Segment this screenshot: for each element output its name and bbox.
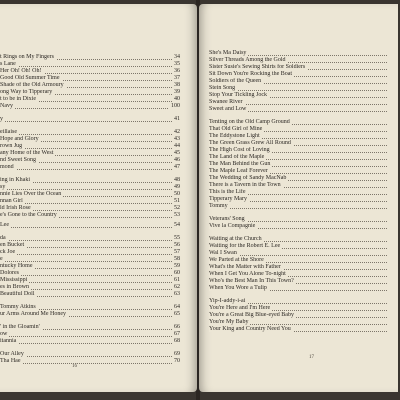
song-title: nnie Lies Over the Ocean [0,191,62,197]
right-index-entry [209,278,387,285]
left-index-entry [0,143,180,150]
right-index-entry [209,78,387,85]
right-index-entry [209,106,387,113]
dot-leader [0,246,180,248]
song-title: This is the Life [209,189,246,195]
song-page-number: 69 [174,351,180,357]
left-index-entry [0,351,180,358]
right-index-entry [209,298,387,305]
left-index-entry [0,212,180,219]
song-title: We Parted at the Shore [209,257,264,263]
right-index-entry [209,196,387,203]
song-title: ck Joe [0,249,16,255]
song-title: ing in Khaki [0,177,30,183]
song-title: itannia [0,338,17,344]
song-title: y [0,116,3,122]
right-index-entry [209,312,387,319]
right-index-entry [209,92,387,99]
song-page-number: 42 [174,129,180,135]
song-title: mond [0,164,14,170]
dot-leader [0,202,180,204]
song-title: Shade of the Old Armoury [0,82,64,88]
song-title: The Green Grass Grew All Round [209,140,291,146]
song-title: When I Get You Alone To-night [209,271,286,277]
right-index-entry [209,182,387,189]
song-title: Wal I Swan [209,250,237,256]
right-index-entry [209,264,387,271]
right-index-entry [209,57,387,64]
song-title: ntucky Home [0,263,33,269]
right-index-entry [209,271,387,278]
left-page [0,4,197,392]
left-index-entry [0,304,180,311]
dot-leader [209,207,387,209]
song-page-number: 46 [174,157,180,163]
song-title: nd Sweet Song [0,157,36,163]
song-title: e [0,256,3,262]
song-title: t to be in Dixie [0,96,36,102]
song-title: Tommy [209,203,228,209]
song-page-number: 50 [174,191,180,197]
left-page-number: 16 [72,364,77,369]
song-title: en Bucket [0,242,25,248]
song-title: Veterans' Song [209,216,245,222]
song-title: Vive la Compagnie [209,223,256,229]
song-title: Waiting at the Church [209,236,262,242]
song-title: You're a Great Big Blue-eyed Baby [209,312,294,318]
song-page-number: 47 [174,164,180,170]
song-title: ong Way to Tipperary [0,89,53,95]
song-title: Hope and Glory [0,136,39,142]
left-index-entry [0,116,180,123]
right-index-entry [209,236,387,243]
song-title: Sweet and Low [209,106,247,112]
song-title: The Maple Leaf Forever [209,168,268,174]
song-title: es in Brown [0,284,29,290]
song-page-number: 44 [174,143,180,149]
song-title: Silver Threads Among the Gold [209,57,286,63]
song-page-number: 66 [174,324,180,330]
song-page-number: 49 [174,184,180,190]
dot-leader [0,168,180,170]
left-index-entry [0,184,180,191]
song-title: ld Irish Rose [0,205,31,211]
song-title: The Man Behind the Gun [209,161,271,167]
dot-leader [0,120,180,122]
right-index-entry [209,243,387,250]
song-page-number: 63 [174,291,180,297]
song-title: Dolores [0,270,19,276]
song-title: Yip-I-addy-i-ai [209,298,246,304]
dot-leader [0,107,180,109]
song-title: Who's the Best Man In This Town? [209,278,294,284]
right-index-entry [209,257,387,264]
song-title: any Home of the West [0,150,54,156]
left-index-entry [0,331,180,338]
right-index-entry [209,161,387,168]
dot-leader [0,147,180,149]
right-index-entry [209,216,387,223]
song-title: e's Gone to the Country [0,212,57,218]
song-title: s Lane [0,61,16,67]
song-title: Our Alley [0,351,24,357]
song-title: Sister Susie's Sewing Shirts for Soldiers [209,64,306,70]
left-index-entry [0,222,180,229]
song-page-number: 36 [174,68,180,74]
left-index-entry [0,75,180,82]
song-title: Stop Your Tickling Jock [209,92,268,98]
song-page-number: 62 [174,284,180,290]
song-page-number: 41 [174,116,180,122]
song-page-number: 56 [174,242,180,248]
song-page-number: 51 [174,198,180,204]
dot-leader [0,133,180,135]
song-page-number: 59 [174,263,180,269]
left-index-entry [0,89,180,96]
song-page-number: 100 [171,103,180,109]
song-page-number: 48 [174,177,180,183]
song-title: ow [0,331,8,337]
song-title: The High Cost of Loving [209,147,270,153]
dot-leader [0,188,180,190]
song-page-number: 64 [174,304,180,310]
song-title: You're Here and I'm Here [209,305,271,311]
right-index-entry [209,305,387,312]
left-index-entry [0,150,180,157]
song-title: Tipperary Mary [209,196,247,202]
song-page-number: 37 [174,75,180,81]
right-page [199,4,398,392]
song-page-number: 57 [174,249,180,255]
song-title: eillaise [0,129,17,135]
song-page-number: 53 [174,212,180,218]
left-index-entry [0,284,180,291]
dot-leader [0,260,180,262]
dot-leader [0,274,180,276]
dot-leader [0,362,180,364]
song-title: Waiting for the Robert E. Lee [209,243,281,249]
left-index-entry [0,291,180,298]
left-index-entry [0,205,180,212]
song-page-number: 34 [174,54,180,60]
song-title: sy [0,184,6,190]
left-index-entry [0,177,180,184]
left-index-entry [0,311,180,318]
song-page-number: 67 [174,331,180,337]
right-index-entry [209,85,387,92]
song-title: Beautiful Doll [0,291,35,297]
left-index-entry [0,136,180,143]
right-index-entry [209,285,387,292]
left-index-entry [0,277,180,284]
song-page-number: 39 [174,89,180,95]
right-index-entry [209,50,387,57]
right-page-number: 17 [309,355,314,360]
song-page-number: 65 [174,311,180,317]
song-title: rown Jug [0,143,23,149]
left-index-entry [0,256,180,263]
song-title: Soldiers of the Queen [209,78,262,84]
left-index-entry [0,324,180,331]
left-index-entry [0,358,180,365]
right-index-entry [209,319,387,326]
right-index-entry [209,133,387,140]
right-index-entry [209,175,387,182]
song-title: Tommy Atkins [0,304,36,310]
left-index-entry [0,103,180,110]
left-index-entry [0,82,180,89]
right-index-entry [209,119,387,126]
song-page-number: 58 [174,256,180,262]
song-title: Her Oh! Oh! Oh! [0,68,42,74]
dot-leader [0,355,180,357]
song-title: Stein Song [209,85,236,91]
right-index-entry [209,189,387,196]
song-title: ' in the Gloamin' [0,324,40,330]
right-index-entry [209,223,387,230]
left-index-entry [0,68,180,75]
left-index-entry [0,270,180,277]
song-page-number: 45 [174,150,180,156]
dot-leader [0,342,180,344]
song-title: Good Old Summer Time [0,75,60,81]
song-title: What's the Matter with Father [209,264,281,270]
song-title: Sit Down You're Rocking the Boat [209,71,293,77]
right-index-entry [209,99,387,106]
song-page-number: 43 [174,136,180,142]
right-index-entry [209,326,387,333]
dot-leader [0,226,180,228]
left-index-entry [0,61,180,68]
left-index-entry [0,263,180,270]
song-title: t Rings on My Fingers [0,54,55,60]
left-index-entry [0,129,180,136]
song-title: You're My Baby [209,319,249,325]
song-title: That Old Girl of Mine [209,126,263,132]
song-page-number: 55 [174,235,180,241]
song-title: The Eddystone Light [209,133,260,139]
left-index-entry [0,191,180,198]
song-title: There is a Tavern in the Town [209,182,281,188]
dot-leader [0,335,180,337]
song-title: She's Ma Daisy [209,50,247,56]
song-title: Swanee River [209,99,243,105]
song-page-number: 35 [174,61,180,67]
left-index-entry [0,96,180,103]
left-index-entry [0,198,180,205]
song-title: Mississippi [0,277,28,283]
right-index-entry [209,140,387,147]
right-index-entry [209,64,387,71]
right-index-entry [209,126,387,133]
song-page-number: 40 [174,96,180,102]
song-title: nnan Girl [0,198,23,204]
right-index-entry [209,168,387,175]
dot-leader [0,65,180,67]
right-index-entry [209,71,387,78]
right-index-entry [209,203,387,210]
dot-leader [0,253,180,255]
song-page-number: 60 [174,270,180,276]
song-title: The Wedding of Sandy MacNab [209,175,287,181]
left-index-entry [0,249,180,256]
right-index-entry [209,154,387,161]
song-title: Lee [0,222,9,228]
right-index-entry [209,250,387,257]
song-title: ur Arms Around Me Honey [0,311,66,317]
left-index-entry [0,157,180,164]
left-index-entry [0,242,180,249]
song-title: Your King and Country Need You [209,326,291,332]
right-index-entry [209,147,387,154]
left-index-entry [0,338,180,345]
song-page-number: 52 [174,205,180,211]
song-page-number: 38 [174,82,180,88]
song-title: Tha Hae [0,358,21,364]
song-title: The Land of the Maple [209,154,265,160]
left-index-entry [0,54,180,61]
left-index-entry [0,164,180,171]
song-title: Navy [0,103,13,109]
song-page-number: 70 [174,358,180,364]
song-title: When You Wore a Tulip [209,285,267,291]
song-title: da [0,235,6,241]
song-page-number: 68 [174,338,180,344]
song-page-number: 54 [174,222,180,228]
dot-leader [0,239,180,241]
song-title: Tenting on the Old Camp Ground [209,119,290,125]
song-page-number: 61 [174,277,180,283]
left-index-entry [0,235,180,242]
